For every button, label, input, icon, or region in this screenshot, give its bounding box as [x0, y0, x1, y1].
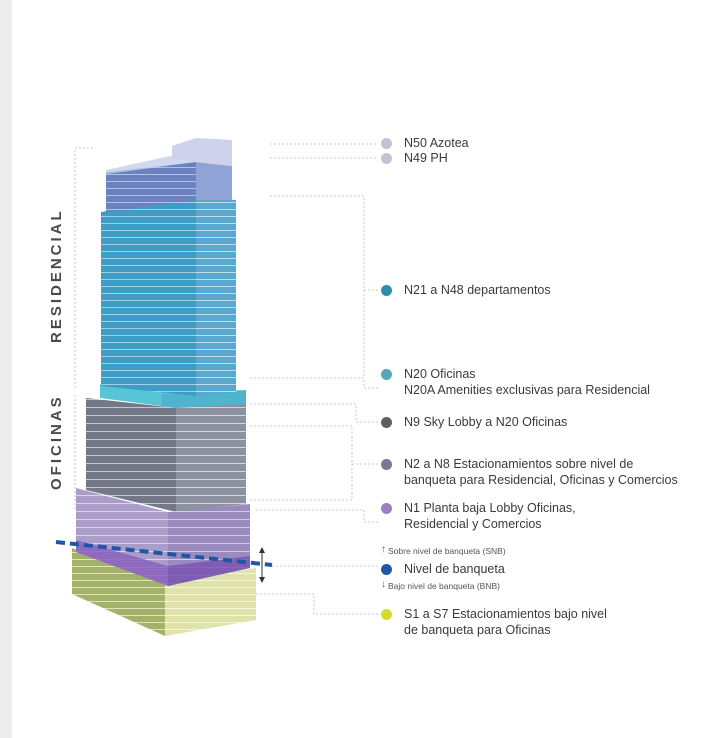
legend-text: N21 a N48 departamentos	[404, 283, 551, 297]
legend-text: N49 PH	[404, 151, 448, 165]
legend-text: banqueta para Residencial, Oficinas y Comercios	[404, 473, 678, 487]
oficinas-label: OFICINAS	[48, 394, 65, 490]
legend-text: Nivel de banqueta	[404, 562, 505, 576]
legend-text: N9 Sky Lobby a N20 Oficinas	[404, 415, 568, 429]
bnb-note: Bajo nivel de banqueta (BNB)	[388, 581, 500, 591]
residencial-block	[101, 198, 236, 396]
legend-text: S1 a S7 Estacionamientos bajo nivel	[404, 607, 607, 621]
legend-dot-icon	[381, 503, 392, 514]
leader-lines	[250, 144, 378, 614]
residencial-label: RESIDENCIAL	[48, 208, 65, 343]
legend-text: de banqueta para Oficinas	[404, 623, 551, 637]
snb-note: Sobre nivel de banqueta (SNB)	[388, 546, 506, 556]
legend-dot-icon	[381, 564, 392, 575]
legend-text: N50 Azotea	[404, 136, 469, 150]
legend-dot-icon	[381, 369, 392, 380]
legend-dot-icon	[381, 609, 392, 620]
legend-text: Residencial y Comercios	[404, 517, 542, 531]
legend-dot-icon	[381, 153, 392, 164]
arrow-down-icon: ↓	[381, 579, 386, 590]
legend-text: N20 Oficinas	[404, 367, 476, 381]
legend-text: N20A Amenities exclusivas para Residencial	[404, 383, 650, 397]
legend-dot-icon	[381, 417, 392, 428]
legend-text: N1 Planta baja Lobby Oficinas,	[404, 501, 576, 515]
legend-text: N2 a N8 Estacionamientos sobre nivel de	[404, 457, 634, 471]
legend-dot-icon	[381, 138, 392, 149]
legend-dot-icon	[381, 459, 392, 470]
arrow-up-icon: ↑	[381, 544, 386, 555]
legend-dot-icon	[381, 285, 392, 296]
oficinas-block	[86, 398, 246, 512]
